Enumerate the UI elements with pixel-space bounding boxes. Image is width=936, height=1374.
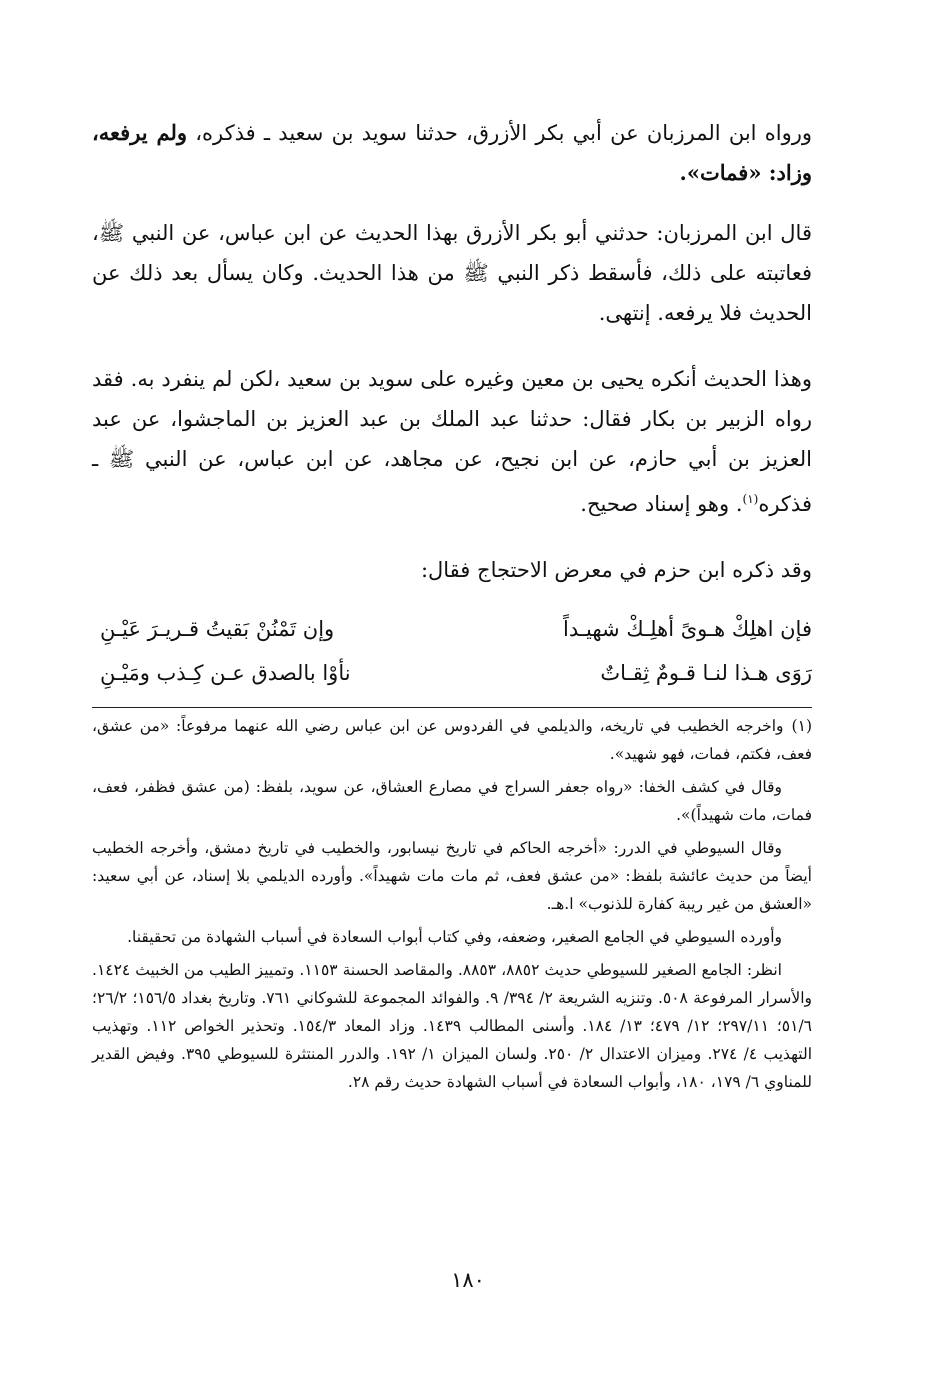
footnote-separator xyxy=(92,707,812,708)
footnote-para-3-text: وقال السيوطي في الدرر: «أخرجه الحاكم في تاريخ نيسابور، والخطيب في تاريخ دمشق، وأخرجه الخطيب أيضاً من حديث عائشة بلفظ: «من عشق فعف، ثم مات مات شهيداً». وأورده الديلمي بلا إسناد، عن أبي سعيد: «العشق من غير ريبة كفارة للذنوب» ا.هـ. xyxy=(92,839,812,913)
footnote-para-5-text: انظر: الجامع الصغير للسيوطي حديث ٨٨٥٢، ٨٨٥٣. والمقاصد الحسنة ١١٥٣. وتمييز الطيب من الخبيث ١٤٢٤. والأسرار المرفوعة ٥٠٨. وتنزيه الشريعة ٢/ ٣٩٤/ ٩. والفوائد المجموعة للشوكاني ٧٦١. وتاريخ بغداد ١٥٦/٥؛ ٢٦/٢؛ ٥١/٦؛ ٢٩٧/١١؛ ١٢/ ٤٧٩؛ ١٣/ ١٨٤. وأسنى المطالب ١٤٣٩. وزاد المعاد ١٥٤/٣. وتحذير الخواص ١١٢. وتهذيب التهذيب ٤/ ٢٧٤. وميزان الاعتدال ٢/ ٢٥٠. ولسان الميزان ١/ ١٩٢. والدرر المنتثرة للسيوطي ٣٩٥. وفيض القدير للمناوي ٦/ ١٧٩، ١٨٠، وأبواب السعادة في أسباب الشهادة حديث رقم ٢٨. xyxy=(92,961,813,1091)
paragraph-3-tail: . وهو إسناد صحيح. xyxy=(580,492,743,516)
paragraph-4 xyxy=(92,550,812,590)
page-number: ١٨٠ xyxy=(451,1268,485,1292)
footnote-para-5 xyxy=(92,956,812,1096)
footnote-para-2-text: وقال في كشف الخفا: «رواه جعفر السراج في مصارع العشاق، عن سويد، بلفظ: (من عشق فظفر، فعف، فمات، مات شهيداً)». xyxy=(92,778,812,824)
footnote-1-text: واخرجه الخطيب في تاريخه، والديلمي في الفردوس عن ابن عباس رضي الله عنهما مرفوعاً: «من عشق، فعف، فكتم، فمات، فهو شهيد». xyxy=(92,717,812,763)
verse-1-second-hemistich: وإن تَمْنُنْ بَقيتُ قـريـرَ عَيْـنِ xyxy=(100,617,335,641)
footnote-para-3 xyxy=(92,834,812,918)
paragraph-3 xyxy=(92,359,812,524)
paragraph-4-text: وقد ذكره ابن حزم في معرض الاحتجاج فقال: xyxy=(420,558,812,582)
footnotes-section xyxy=(92,712,812,1101)
verse-2-second-hemistich: نأوْا بالصدق عـن كِـذب ومَيْـنِ xyxy=(100,661,351,685)
footnote-1-number: (١) xyxy=(791,717,812,735)
paragraph-1-bold-text: ولم يرفعه، وزاد: «فمات». xyxy=(92,120,812,185)
verse-1-first-hemistich: فإن اهلِكْ هـوىً أهلِـكْ شهيـداً xyxy=(563,617,812,641)
footnote-para-2 xyxy=(92,773,812,829)
verse-line-2 xyxy=(92,653,812,693)
paragraph-1 xyxy=(92,113,812,193)
footnote-1 xyxy=(92,712,812,768)
footnote-para-4 xyxy=(92,923,812,951)
verse-line-1 xyxy=(92,609,812,649)
paragraph-3-text: وهذا الحديث أنكره يحيى بن معين وغيره على سويد بن سعيد ،لكن لم ينفرد به. فقد رواه الزبير بن بكار فقال: حدثنا عبد الملك بن عبد العزيز بن الماجشوا، عن عبد العزيز بن أبي حازم، عن ابن نجيح، عن مجاهد، عن ابن عباس، عن النبي ﷺ ـ فذكره xyxy=(92,367,812,516)
paragraph-2-text: قال ابن المرزبان: حدثني أبو بكر الأزرق بهذا الحديث عن ابن عباس، عن النبي ﷺ، فعاتبته على ذلك، فأسقط ذكر النبي ﷺ من هذا الحديث. وكان يسأل بعد ذلك عن الحديث فلا يرفعه. إنتهى. xyxy=(92,221,812,325)
footnote-marker: (١) xyxy=(742,492,759,506)
footnote-para-4-text: وأورده السيوطي في الجامع الصغير، وضعفه، وفي كتاب أبواب السعادة في أسباب الشهادة من تحقيقنا. xyxy=(127,928,782,946)
paragraph-2 xyxy=(92,213,812,333)
paragraph-1-text: ورواه ابن المرزبان عن أبي بكر الأزرق، حدثنا سويد بن سعيد ـ فذكره، xyxy=(195,121,812,145)
verse-2-first-hemistich: رَوَى هـذا لنـا قـومٌ ثِقـاتٌ xyxy=(600,661,812,685)
